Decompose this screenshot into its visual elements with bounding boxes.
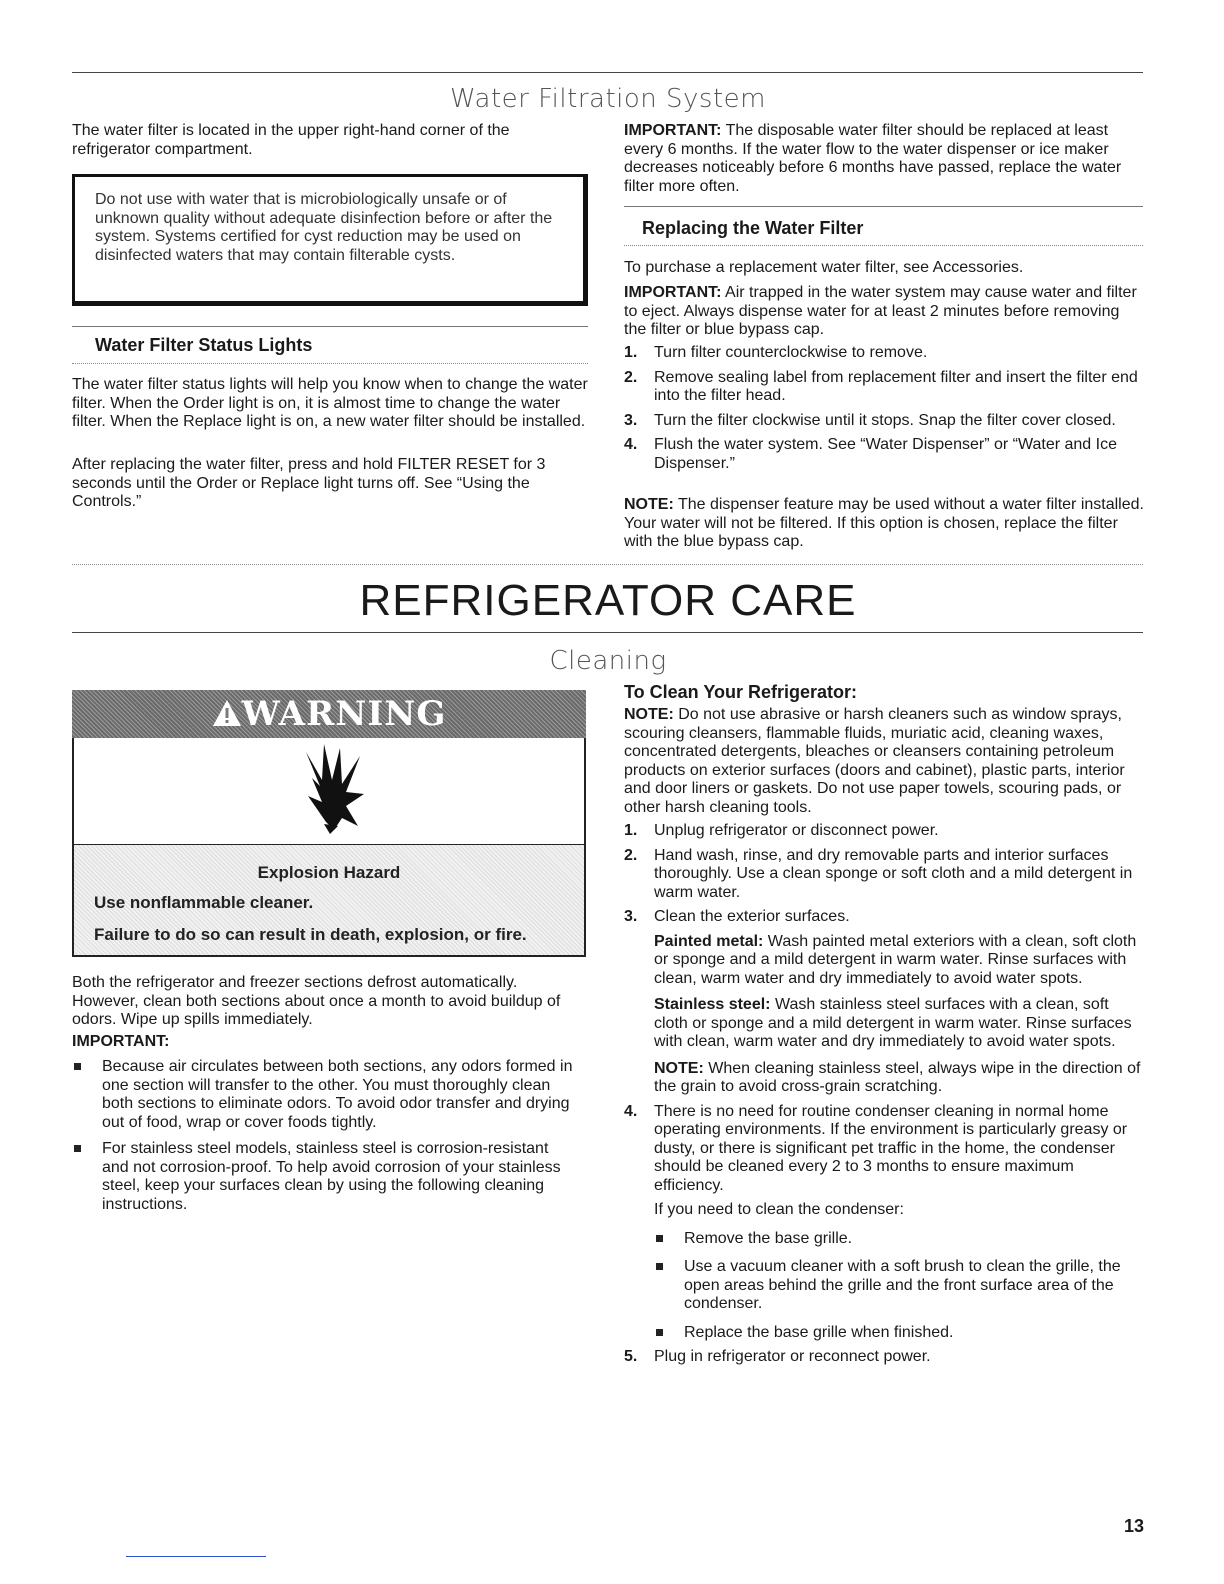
refrigerator-care-title: REFRIGERATOR CARE (359, 576, 857, 625)
warning-triangle-icon (212, 699, 242, 727)
hazard-title: Explosion Hazard (257, 863, 401, 882)
important-paragraph (624, 122, 1144, 196)
step-number: 2. (624, 846, 638, 864)
cleaning-steps-list (624, 822, 1144, 1373)
rule (72, 564, 1143, 565)
list-item (624, 436, 1144, 473)
stainless-steel-paragraph (654, 996, 1144, 1052)
list-item (72, 1140, 578, 1214)
bullet-icon (74, 1063, 81, 1070)
list-item (624, 1348, 1144, 1367)
warning-message-panel (72, 844, 586, 957)
replace-important-text: Air trapped in the water system may cause water and filter to eject. Always dispense water for at least 2 minutes before removing the filter or blue bypass cap. (624, 284, 1137, 338)
stainless-steel-text: Wash stainless steel surfaces with a clean, soft cloth or sponge and a mild detergent in warm water. Rinse surfaces with clean, warm water and dry immediately to avoid water spots. (654, 996, 1132, 1050)
top-rule (72, 72, 1143, 73)
note-text: The dispenser feature may be used without a water filter installed. Your water will not be filtered. If this option is chosen, replace the filter with the blue bypass cap. (624, 496, 1144, 550)
note-label: NOTE: (624, 706, 674, 723)
important-bullets (72, 1058, 578, 1222)
status-lights-paragraph: The water filter status lights will help you know when to change the water filter. When the Order light is on, it is almost time to change the water filter. When the Replace light is on, a new water filter should be installed. (72, 376, 588, 430)
bullet-text: Replace the base grille when finished. (684, 1323, 954, 1341)
list-item (654, 1324, 1144, 1343)
warning-banner-content (72, 694, 586, 734)
list-item (624, 822, 1144, 841)
replace-steps-list (624, 344, 1144, 479)
purchase-filter-text: To purchase a replacement water filter, see Accessories. (624, 259, 1024, 276)
hazard-consequence: Failure to do so can result in death, explosion, or fire. (94, 925, 527, 944)
note-label: NOTE: (624, 496, 674, 513)
rule (72, 326, 588, 327)
bullet-text: Remove the base grille. (684, 1229, 853, 1247)
list-item (654, 1258, 1144, 1314)
bullet-icon (656, 1329, 663, 1336)
to-clean-heading: To Clean Your Refrigerator: (624, 682, 858, 702)
cleaning-title: Cleaning (549, 646, 667, 676)
dispenser-note (624, 496, 1144, 552)
list-item (624, 369, 1144, 406)
list-item (624, 1103, 1144, 1343)
status-lights-heading: Water Filter Status Lights (95, 335, 313, 355)
rule (72, 632, 1143, 633)
step-text: Clean the exterior surfaces. (654, 908, 850, 925)
bullet-icon (656, 1263, 663, 1270)
condenser-bullets (654, 1230, 1144, 1343)
step-number: 4. (624, 436, 638, 453)
note-text: Do not use abrasive or harsh cleaners such as window sprays, scouring cleansers, flammable fluids, muriatic acid, cleaning waxes, concentrated detergents, bleaches or cleansers containing petroleum products on exterior surfaces (doors and cabinet), plastic parts, interior and door liners or gaskets. Do not use paper towels, scouring pads, or other harsh cleaning tools. (624, 706, 1125, 816)
step-text: Remove sealing label from replacement filter and insert the filter end into the filter head. (654, 368, 1138, 404)
step-number: 1. (624, 344, 638, 361)
step-number: 1. (624, 822, 638, 839)
step-text: Flush the water system. See “Water Dispenser” or “Water and Ice Dispenser.” (654, 436, 1117, 472)
explosion-warning-box (72, 690, 586, 958)
warning-label: WARNING (241, 694, 447, 734)
defrost-paragraph: Both the refrigerator and freezer sections defrost automatically. However, clean both sections about once a month to avoid buildup of odors. Wipe up spills immediately. (72, 974, 561, 1028)
scan-line (126, 1556, 266, 1557)
water-filter-intro: The water filter is located in the upper right-hand corner of the refrigerator compartment. (72, 122, 510, 158)
step-text: Plug in refrigerator or reconnect power. (654, 1348, 931, 1365)
stainless-note-paragraph (654, 1060, 1144, 1097)
step-text: There is no need for routine condenser cleaning in normal home operating environments. If the environment is particularly greasy or dusty, or there is significant pet traffic in the home, the condenser should be cleaned every 2 to 3 months to ensure maximum efficiency. (654, 1102, 1128, 1194)
step-number: 3. (624, 411, 638, 429)
replace-important-paragraph (624, 284, 1144, 340)
list-item (624, 847, 1144, 903)
list-item (654, 1230, 1144, 1249)
list-item (624, 908, 1144, 1097)
stainless-steel-label: Stainless steel: (654, 996, 771, 1013)
note-text: When cleaning stainless steel, always wipe in the direction of the grain to avoid cross-grain scratching. (654, 1059, 1141, 1095)
bullet-icon (656, 1235, 663, 1242)
step-text: Unplug refrigerator or disconnect power. (654, 822, 939, 839)
important-label: IMPORTANT: (72, 1033, 170, 1050)
rule (72, 363, 588, 364)
step-number: 3. (624, 908, 638, 925)
bullet-text: Use a vacuum cleaner with a soft brush to clean the grille, the open areas behind the grille and the front surface area of the condenser. (684, 1258, 1121, 1312)
rule (624, 206, 1143, 207)
step-text: Hand wash, rinse, and dry removable parts and interior surfaces thoroughly. Use a clean sponge or soft cloth and a mild detergent in warm water. (654, 846, 1133, 901)
important-text: The disposable water filter should be replaced at least every 6 months. If the water flow to the water dispenser or ice maker decreases noticeably before 6 months have passed, replace the water filter more often. (624, 122, 1122, 195)
page-number: 13 (1123, 1516, 1144, 1536)
cleaner-note (624, 706, 1144, 817)
list-item (624, 344, 1144, 363)
warning-banner (72, 690, 586, 738)
important-label: IMPORTANT: (624, 122, 722, 139)
condenser-intro: If you need to clean the condenser: (654, 1201, 904, 1218)
note-label: NOTE: (654, 1059, 704, 1077)
boxed-warning (72, 174, 588, 306)
hazard-instruction: Use nonflammable cleaner. (94, 893, 314, 912)
bullet-text: Because air circulates between both sections, any odors formed in one section will transfer to the other. You must thoroughly clean both sections to eliminate odors. To avoid odor transfer and drying out of food, wrap or cover foods tightly. (102, 1058, 573, 1131)
bullet-icon (74, 1145, 81, 1152)
replace-important-label: IMPORTANT: (624, 284, 722, 301)
list-item (624, 412, 1144, 431)
replacing-filter-heading: Replacing the Water Filter (642, 218, 864, 238)
water-filtration-title: Water Filtration System (450, 84, 766, 114)
step-text: Turn filter counterclockwise to remove. (654, 344, 928, 361)
filter-reset-paragraph: After replacing the water filter, press and hold FILTER RESET for 3 seconds until the Order or Replace light turns off. See “Using the Controls.” (72, 456, 546, 510)
step-number: 2. (624, 368, 638, 386)
bullet-text: For stainless steel models, stainless steel is corrosion-resistant and not corrosion-proof. To help avoid corrosion of your stainless steel, keep your surfaces clean by using the following cleaning instructions. (102, 1140, 561, 1213)
painted-metal-label: Painted metal: (654, 932, 764, 950)
explosion-icon (286, 740, 376, 836)
painted-metal-text: Wash painted metal exteriors with a clean, soft cloth or sponge and a mild detergent in warm water. Rinse surfaces with clean, warm water and dry immediately to avoid water spots. (654, 932, 1137, 987)
step-number: 5. (624, 1348, 638, 1365)
list-item (72, 1058, 578, 1132)
rule (624, 245, 1143, 246)
painted-metal-paragraph (654, 933, 1144, 989)
boxed-warning-text: Do not use with water that is microbiologically unsafe or of unknown quality without adequate disinfection before or after the system. Systems certified for cyst reduction may be used on disinfected waters that may contain filterable cysts. (95, 191, 553, 264)
warning-symbol-panel (72, 738, 586, 846)
step-number: 4. (624, 1102, 638, 1120)
step-text: Turn the filter clockwise until it stops. Snap the filter cover closed. (654, 411, 1116, 429)
